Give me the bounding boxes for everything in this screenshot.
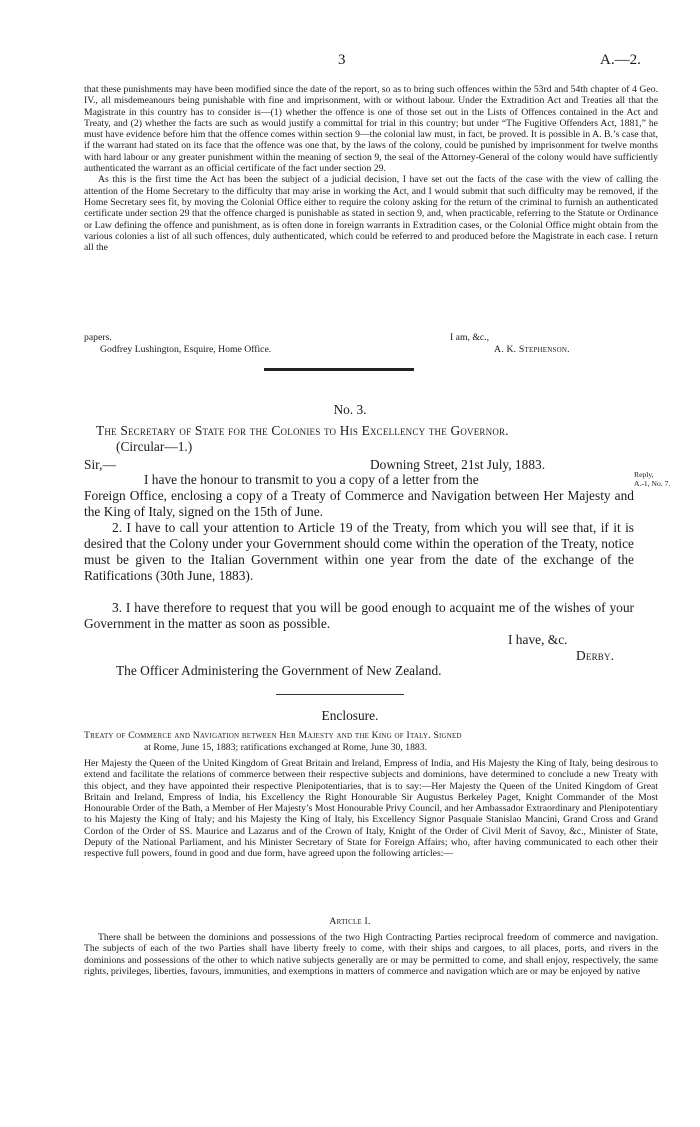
margin-note-reply: Reply, [634, 470, 654, 479]
no3-signatory: Derby. [576, 648, 615, 663]
treaty-preamble: Her Majesty the Queen of the United Kingdom of Great Britain and Ireland, Empress of India, and His Majesty the King of Italy, being desirous to extend and facilitate the relations of commerce between their respective subjects and dominions, have determined to conclude a new Treaty with this object, and they have appointed their respective Plenipotentiaries, that is to say:—Her Majesty the Queen of the United Kingdom of Great Britain and Ireland, Empress of India, his Excellency the Right Honourable Sir Augustus Berkeley Paget, Knight Commander of the Most Honourable Order of the Bath, a Member of Her Majesty’s Most Honourable Privy Council, and her Ambassador Extraordinary and Plenipotentiary to his Majesty the King of Italy; and his Majesty the King of Italy, his Excellency Signor Pasquale Stanislao Mancini, Grand Cross and Grand Cordon of the Order of SS. Maurice and Lazarus and of the Crown of Italy, Knight of the Order of Civil Merit of Savoy, &c., Minister of State, Deputy of the National Parliament, and his Minister Secretary of State for Foreign Affairs; who, after having communicated to each other their respective full powers, found in good and due form, have agreed upon the following articles:— [84, 758, 658, 860]
margin-note [634, 470, 670, 488]
prior-letter-closing: I am, &c., [450, 332, 490, 343]
prior-letter-papers: papers. [84, 332, 112, 343]
enclosure-heading: Enclosure. [321, 708, 379, 723]
margin-note-ref: A.-1, No. 7. [634, 479, 671, 488]
section-divider-light [276, 694, 404, 695]
article-1-text: There shall be between the dominions and possessions of the two High Contracting Parties reciprocal freedom of commerce and navigation. The subjects of each of the two Parties shall have liberty freely to come, with their ships and cargoes, to all places, ports, and rivers in the dominions and possessions of the other to which native subjects generally are or may be permitted to come, and shall enjoy, respectively, the same rights, privileges, liberties, favours, immunities, and exemptions in matters of commerce and navigation which are or may be enjoyed by native [84, 932, 658, 977]
prior-letter-addressee: Godfrey Lushington, Esquire, Home Office. [100, 344, 272, 355]
no3-closing: I have, &c. [508, 632, 568, 647]
no3-place-date: Downing Street, 21st July, 1883. [370, 457, 546, 472]
no3-circular: (Circular—1.) [116, 439, 193, 454]
prior-letter-signatory: A. K. Stephenson. [494, 344, 570, 355]
article-heading: Article I. [329, 916, 371, 927]
no3-heading: No. 3. [333, 402, 367, 417]
no3-paragraph-2: 2. I have to call your attention to Article 19 of the Treaty, from which you will see that, if it is desired that the Colony under your Government should come within the operation of the Treaty, notice must be given to the Italian Government within one year from the date of the exchange of the Ratifications (30th June, 1883). [84, 520, 634, 583]
no3-salutation: Sir,— [84, 457, 116, 472]
treaty-title-line-1: Treaty of Commerce and Navigation between Her Majesty and the King of Italy. Signed [84, 730, 462, 741]
no3-title: The Secretary of State for the Colonies to His Excellency the Governor. [96, 423, 509, 438]
section-divider-heavy [264, 368, 414, 371]
no3-addressee: The Officer Administering the Government of New Zealand. [116, 663, 442, 678]
prior-letter-paragraph-2: As this is the first time the Act has been the subject of a judicial decision, I have set out the facts of the case with the view of calling the attention of the Home Secretary to the difficulty that may arise in working the Act, and I would submit that such difficulty may be removed, if the Home Secretary sees fit, by moving the Colonial Office either to require the colony asking for the return of the criminal to furnish an authenticated certificate under section 29 that the offence charged is punishable as stated in section 9, and, when practicable, referring to the Statute or Ordinance or Law defining the offence and punishment, as is often done in foreign warrants in Extradition cases, or the Colonial Office might obtain from the various colonies a list of all such offences, duly authenticated, which could be referred to and produced before the Magistrate in each case. I return all the [84, 174, 658, 254]
page-number: 3 [338, 52, 346, 68]
document-reference: A.—2. [600, 52, 641, 68]
treaty-title-line-2: at Rome, June 15, 1883; ratifications exchanged at Rome, June 30, 1883. [144, 742, 428, 753]
no3-paragraph-3: 3. I have therefore to request that you will be good enough to acquaint me of the wishes of your Government in the matter as soon as possible. [84, 600, 634, 631]
no3-paragraph-1: Foreign Office, enclosing a copy of a Treaty of Commerce and Navigation between Her Majesty and the King of Italy, signed on the 15th of June. [84, 488, 634, 519]
prior-letter-body [84, 84, 658, 253]
prior-letter-paragraph-1: that these punishments may have been modified since the date of the report, so as to bring such offences within the 53rd and 54th chapter of 4 Geo. IV., all misdemeanours being punishable with fine and imprisonment, with or without labour. Under the Extradition Act and Treaties all that the Magistrate in this country has to consider is—(1) whether the offence is one of those set out in the Lists of Offences contained in the Act and Treaty, and (2) whether the facts are such as would justify a committal for trial in this country; but under “The Fugitive Offenders Act, 1881,” he must have evidence before him that the offence comes within section 9—the colonial law must, in fact, be proved. It is possible in A. B.’s case that, if the warrant had stated on its face that the offence was one that, by the laws of the colony, could be punished by imprisonment for twelve months with hard labour or any greater punishment within the meaning of section 9, the seal of the Attorney-General of the colony would have sufficiently authenticated the warrant as an official certificate of the fact under section 29. [84, 84, 658, 175]
no3-paragraph-1-first-line: I have the honour to transmit to you a copy of a letter from the [144, 472, 479, 487]
